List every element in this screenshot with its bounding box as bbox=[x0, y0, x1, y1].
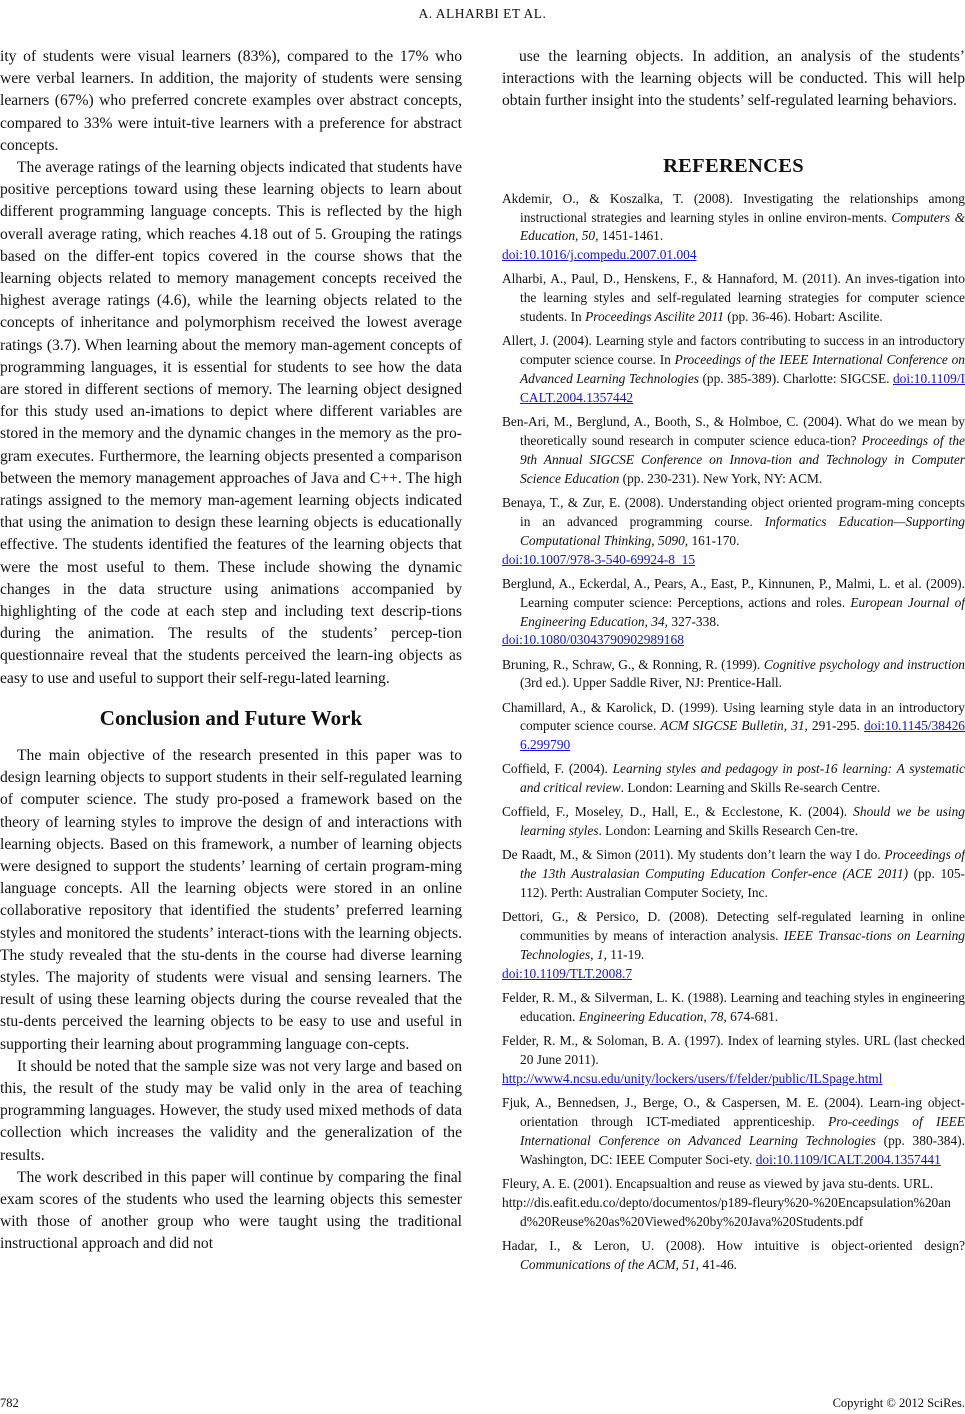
reference-source-title: European Journal of Engineering Education, 34, bbox=[520, 594, 965, 629]
reference-link[interactable]: doi:10.1007/978-3-540-69924-8_15 bbox=[502, 551, 696, 567]
reference-text: De Raadt, M., & Simon (2011). My students don’t learn the way I do. bbox=[502, 847, 885, 863]
reference-link[interactable]: doi:10.1145/384266.299790 bbox=[520, 718, 965, 753]
reference-link[interactable]: doi:10.1109/ICALT.2004.1357442 bbox=[520, 371, 965, 406]
reference-entry bbox=[502, 656, 965, 694]
reference-entry bbox=[502, 190, 965, 266]
reference-details: . London: Learning and Skills Research Cen-tre. bbox=[598, 823, 859, 839]
reference-source-title: Should we be using learning styles bbox=[520, 804, 965, 839]
reference-source-title: Cognitive psychology and instruction bbox=[763, 656, 965, 672]
reference-entry bbox=[502, 803, 965, 841]
reference-text: Hadar, I., & Leron, U. (2008). How intuitive is object-oriented design? bbox=[502, 1237, 965, 1253]
references-heading: REFERENCES bbox=[663, 154, 804, 177]
reference-source-title: Communications of the ACM, 51, bbox=[520, 1256, 700, 1272]
running-header: A. ALHARBI ET AL. bbox=[418, 6, 547, 21]
body-paragraph: The average ratings of the learning objects indicated that students have positive perceptions toward using these learning objects to learn about different programming language concepts. This is reflected by the high overall average rating, which reaches 4.18 out of 5. Grouping the ratings based on the differ-ent topics covered in the course shows that the learning objects related to memory management concepts received the highest average ratings (4.6), while the learning objects related to the concepts of inheritance and polymorphism received the lowest average ratings (3.7). When learning about the memory man-agement concepts of programming languages, it is essential for students to see how the data are stored in different sections of memory. The learning object designed for this study used an-imations to depict where different variables are stored in the memory and the dynamic changes in the memory as the pro-gram executes. Furthermore, the learning objects presented a comparison between the memory management approaches of Java and C++. The high ratings assigned to the memory man-agement learning objects indicated that using the animation to design these learning objects is educationally effective. The students identified the features of the learning objects that were the most useful to them. These include showing the dynamic changes in the data structure using animations accompanied by highlighting of the code at each step and including text descrip-tions during the animation. The results of the students’ percep-tion questionnaire reveal that the students perceived the learn-ing objects as easy to use and useful to support their self-regu-lated learning. bbox=[0, 159, 462, 687]
reference-details: 11-19. bbox=[606, 947, 645, 963]
reference-entry bbox=[502, 699, 965, 756]
body-paragraph: ity of students were visual learners (83%), compared to the 17% who were verbal learners. In addition, the majority of students were sensing learners (67%) who preferred concrete examples over abstract concepts, compared to 33% were intuit-tive learners with a preference for abstract concepts. bbox=[0, 48, 462, 154]
reference-entry bbox=[502, 270, 965, 327]
continued-paragraph: use the learning objects. In addition, an analysis of the students’ interactions with the learning objects will be conducted. This will help obtain further insight into the students’ self-regulated learning behaviors. bbox=[502, 48, 965, 110]
reference-text: Ben-Ari, M., Berglund, A., Booth, S., & Holmboe, C. (2004). What do we mean by theoretically sound research in computer science educa-tion? bbox=[502, 414, 965, 449]
reference-source-title: Proceedings of the IEEE International Conference on Advanced Learning Technologies bbox=[520, 352, 965, 387]
reference-link[interactable]: http://www4.ncsu.edu/unity/lockers/users/f/felder/public/ILSpage.html bbox=[502, 1071, 883, 1087]
reference-details: (pp. 380-384). Washington, DC: IEEE Computer Soci-ety. bbox=[520, 1132, 965, 1167]
reference-entry bbox=[502, 332, 965, 408]
body-paragraph: The work described in this paper will continue by comparing the final exam scores of the students who used the learning objects this semester with those of another group who were taught using the traditional instructional approach and did not bbox=[0, 1168, 462, 1253]
reference-text: Fjuk, A., Bennedsen, J., Berge, O., & Caspersen, M. E. (2004). Learn-ing object-orientation through ICT-mediated apprenticeship. bbox=[502, 1095, 965, 1130]
reference-text: Berglund, A., Eckerdal, A., Pears, A., East, P., Kinnunen, P., Malmi, L. et al. (2009). Learning computer science: Perceptions, actions and roles. bbox=[502, 575, 965, 610]
reference-source-title: Proceedings of the 13th Australasian Computing Education Confer-ence (ACE 2011) bbox=[520, 847, 965, 882]
left-column bbox=[0, 46, 462, 1256]
reference-entry bbox=[502, 1094, 965, 1170]
reference-text: Chamillard, A., & Karolick, D. (1999). Using learning style data in an introductory computer science course. bbox=[502, 699, 965, 734]
reference-source-title: IEEE Transac-tions on Learning Technologies, 1, bbox=[520, 928, 965, 963]
reference-text: Allert, J. (2004). Learning style and factors contributing to success in an introductory computer science course. In bbox=[502, 333, 965, 368]
conclusion-body-text bbox=[0, 745, 462, 1256]
reference-source-title: Engineering Education, 78, bbox=[578, 1009, 727, 1025]
reference-link[interactable]: doi:10.1109/TLT.2008.7 bbox=[502, 966, 633, 982]
reference-details: (pp. 385-389). Charlotte: SIGCSE. bbox=[699, 371, 893, 387]
reference-source-title: Proceedings Ascilite 2011 bbox=[585, 309, 724, 325]
reference-text: Alharbi, A., Paul, D., Henskens, F., & Hannaford, M. (2011). An inves-tigation into the learning styles and self-regulated learning strategies for computer science students. In bbox=[502, 271, 965, 325]
reference-text: Akdemir, O., & Koszalka, T. (2008). Investigating the relationships among instructional strategies and learning styles in online environ-ments. bbox=[502, 190, 965, 225]
reference-details: 161-170. bbox=[688, 532, 740, 548]
conclusion-heading: Conclusion and Future Work bbox=[99, 705, 363, 730]
reference-entry bbox=[502, 1237, 965, 1275]
reference-text: Felder, R. M., & Silverman, L. K. (1988). Learning and teaching styles in engineering education. bbox=[502, 990, 965, 1025]
reference-text: Coffield, F. (2004). bbox=[502, 761, 613, 777]
reference-details: 291-295. bbox=[807, 718, 864, 734]
reference-details: 1451-1461. bbox=[598, 228, 664, 244]
reference-entry bbox=[502, 494, 965, 570]
reference-entry bbox=[502, 413, 965, 489]
reference-source-title: Computers & Education, 50, bbox=[520, 209, 965, 244]
reference-entry bbox=[502, 846, 965, 903]
body-paragraph: It should be noted that the sample size was not very large and based on this, the result of the study may be valid only in the area of teaching programming languages. However, the study used mixed methods of data collection which increases the validity and the generalization of the results. bbox=[0, 1057, 462, 1164]
reference-entry bbox=[502, 575, 965, 651]
reference-source-title: ACM SIGCSE Bulletin, 31, bbox=[660, 718, 808, 734]
reference-details: . London: Learning and Skills Re-search Centre. bbox=[620, 780, 881, 796]
reference-entry bbox=[502, 989, 965, 1027]
reference-details: (3rd ed.). Upper Saddle River, NJ: Prentice-Hall. bbox=[520, 675, 782, 691]
body-paragraph: The main objective of the research presented in this paper was to design learning objects to support students in their self-regulated learning of computer science. The study pro-posed a framework based on the theory of learning styles to improve the design of and interactions with learning objects. Based on this framework, a number of learning objects were designed to support the students’ learning of certain program-ming language concepts. All the learning objects were stored in an online collaborative repository that identified the students’ preferred learning styles and monitored the students’ interact-tions with the learning objects. The study revealed that the stu-dents in the course had diverse learning styles. The majority of students were visual and sensing learners. The result of using these learning objects during the course revealed that the stu-dents perceived the learning objects to be easy to use and useful in supporting their learning about programming language con-cepts. bbox=[0, 746, 462, 1053]
reference-source-title: Proceedings of the 9th Annual SIGCSE Conference on Innova-tion and Technology in Computer Science Education bbox=[520, 433, 965, 486]
reference-entry bbox=[502, 760, 965, 798]
reference-list bbox=[502, 190, 965, 1275]
reference-text: Fleury, A. E. (2001). Encapsualtion and reuse as viewed by java stu-dents. URL. bbox=[502, 1175, 934, 1191]
body-text-before-conclusion bbox=[0, 46, 462, 690]
reference-details: (pp. 230-231). New York, NY: ACM. bbox=[619, 470, 823, 486]
reference-link[interactable]: doi:10.1016/j.compedu.2007.01.004 bbox=[502, 247, 697, 263]
reference-link[interactable]: doi:10.1080/03043790902989168 bbox=[502, 632, 684, 648]
reference-entry bbox=[502, 1175, 965, 1232]
copyright-notice: Copyright © 2012 SciRes. bbox=[832, 1396, 965, 1410]
page-number: 782 bbox=[0, 1396, 19, 1410]
reference-link[interactable]: doi:10.1109/ICALT.2004.1357441 bbox=[755, 1151, 941, 1167]
reference-url: http://dis.eafit.edu.co/depto/documentos/p189-fleury%20-%20Encapsulation%20and%20Reuse%20as%20Viewed%20by%20Java%20Students.pdf bbox=[502, 1194, 951, 1229]
reference-entry bbox=[502, 1032, 965, 1089]
reference-details: (pp. 36-46). Hobart: Ascilite. bbox=[723, 309, 883, 325]
reference-details: 41-46. bbox=[699, 1256, 737, 1272]
reference-details: 327-338. bbox=[668, 613, 720, 629]
reference-details: (pp. 105-112). Perth: Australian Computer Society, Inc. bbox=[520, 866, 965, 901]
reference-source-title: Informatics Education—Supporting Computational Thinking, 5090, bbox=[520, 513, 965, 548]
reference-details: 674-681. bbox=[726, 1009, 779, 1025]
right-column bbox=[502, 46, 965, 1280]
reference-text: Benaya, T., & Zur, E. (2008). Understanding object oriented program-ming concepts in an advanced programming course. bbox=[502, 494, 965, 529]
reference-source-title: Pro-ceedings of IEEE International Conference on Advanced Learning Technologies bbox=[520, 1114, 965, 1148]
reference-text: Coffield, F., Moseley, D., Hall, E., & Ecclestone, K. (2004). bbox=[502, 804, 854, 820]
reference-text: Dettori, G., & Persico, D. (2008). Detecting self-regulated learning in online communities by means of interaction analysis. bbox=[502, 909, 965, 944]
reference-text: Bruning, R., Schraw, G., & Ronning, R. (1999). bbox=[502, 656, 764, 672]
reference-entry bbox=[502, 908, 965, 984]
reference-text: Felder, R. M., & Soloman, B. A. (1997). Index of learning styles. URL (last checked 20 June 2011). bbox=[502, 1033, 965, 1068]
reference-source-title: Learning styles and pedagogy in post-16 learning: A systematic and critical review bbox=[520, 761, 965, 796]
